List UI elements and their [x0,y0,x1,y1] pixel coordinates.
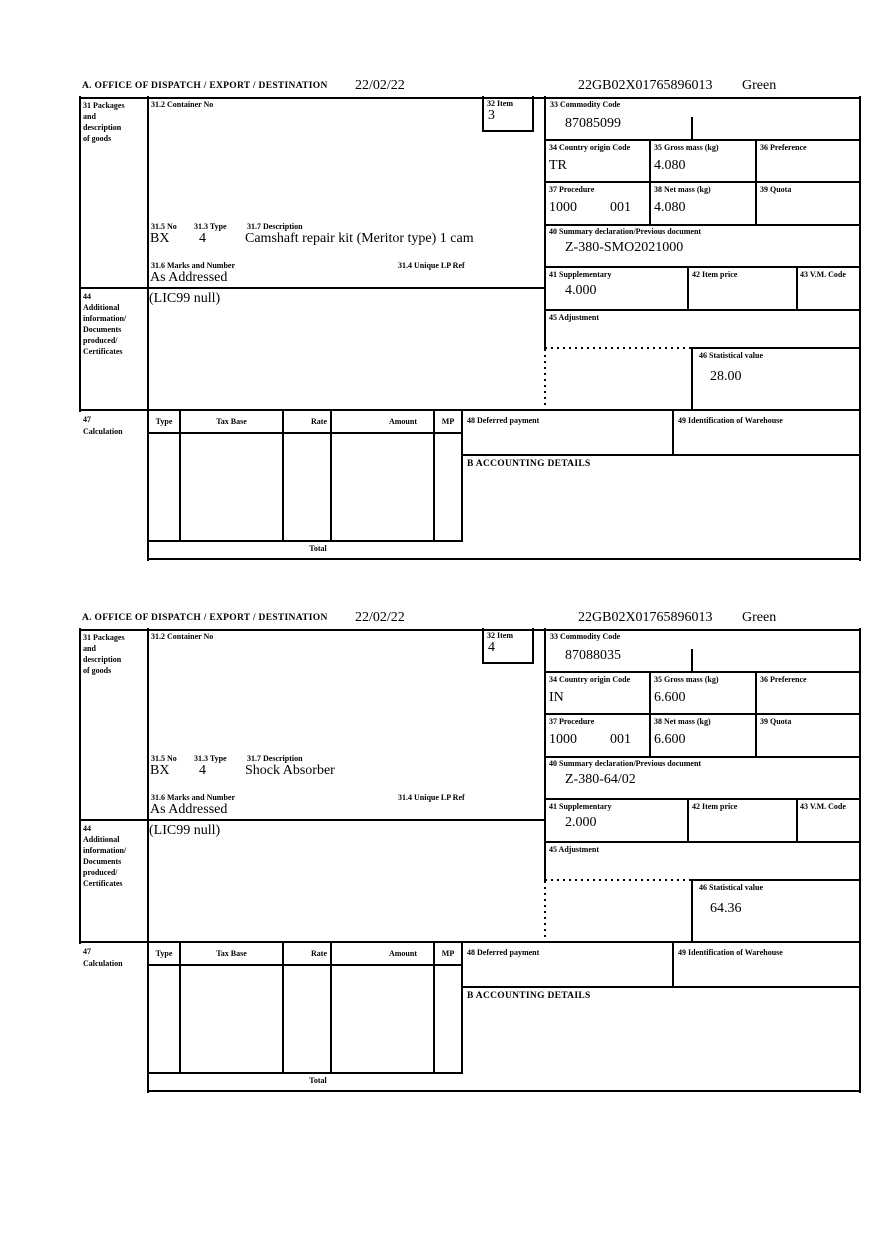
box46-statistical-value-label: 46 Statistical value [699,351,763,360]
box41-supplementary-label: 41 Supplementary [549,802,612,811]
box35-gross-mass-label: 35 Gross mass (kg) [654,675,719,684]
box38-net-mass-label: 38 Net mass (kg) [654,717,711,726]
accounting-details-label: B ACCOUNTING DETAILS [467,991,591,1001]
calc-column-header-tax-base: Tax Base [216,417,247,426]
box34-country-origin-value: TR [549,158,567,173]
calc-column-header-type: Type [155,949,173,958]
package-count-value: 4 [199,763,206,778]
box44-additional-info-label: produced/ [83,336,118,345]
box35-gross-mass-value: 6.600 [654,690,686,705]
box45-adjustment-label: 45 Adjustment [549,845,600,854]
box44-additional-info-label: Additional [83,303,120,312]
box31-7-description-label: 31.7 Description [247,222,303,231]
box37-procedure-value: 1000 [549,200,577,215]
box43-vm-code-label: 43 V.M. Code [800,270,846,279]
declaration-item-block [0,78,882,562]
declaration-date: 22/02/22 [355,78,405,93]
box31-2-container-no-label: 31.2 Container No [151,100,214,109]
box49-warehouse-id-label: 49 Identification of Warehouse [678,416,783,425]
box31-packages-label: description [83,123,122,132]
package-count-value: 4 [199,231,206,246]
calc-column-header-mp: MP [441,417,455,426]
box31-packages-label: and [83,112,96,121]
box31-packages-label: and [83,644,96,653]
box44-additional-info-label: information/ [83,846,127,855]
box47-calculation-label: Calculation [83,427,123,436]
box46-statistical-value: 28.00 [710,369,742,384]
box48-deferred-payment-label: 48 Deferred payment [467,416,540,425]
box44-additional-info-label: information/ [83,314,127,323]
declaration-reference: 22GB02X01765896013 [578,610,713,625]
goods-description-value: Shock Absorber [245,763,335,778]
box31-5-no-label: 31.5 No [151,754,177,763]
package-kind-value: BX [150,763,170,778]
package-kind-value: BX [150,231,170,246]
box31-5-no-label: 31.5 No [151,222,177,231]
box40-previous-document-label: 40 Summary declaration/Previous document [549,227,702,236]
calc-column-header-amount: Amount [388,949,417,958]
box31-packages-label: of goods [83,134,112,143]
calc-total-label: Total [309,544,327,553]
box40-previous-document-value: Z-380-64/02 [565,772,636,787]
box34-country-origin-label: 34 Country origin Code [549,143,631,152]
box31-packages-label: description [83,655,122,664]
marks-value: As Addressed [150,802,228,817]
box32-item-number: 3 [488,108,495,123]
box38-net-mass-label: 38 Net mass (kg) [654,185,711,194]
declaration-date: 22/02/22 [355,610,405,625]
box37-procedure-label: 37 Procedure [549,717,595,726]
calc-column-header-tax-base: Tax Base [216,949,247,958]
box36-preference-label: 36 Preference [760,675,807,684]
box42-item-price-label: 42 Item price [692,802,738,811]
box43-vm-code-label: 43 V.M. Code [800,802,846,811]
box44-additional-info-label: 44 [83,824,91,833]
box47-calculation-label: Calculation [83,959,123,968]
box40-previous-document-label: 40 Summary declaration/Previous document [549,759,702,768]
box34-country-origin-value: IN [549,690,564,705]
box33-commodity-code-value: 87085099 [565,116,621,131]
box32-item-label: 32 Item [487,631,513,640]
box41-supplementary-value: 2.000 [565,815,597,830]
box32-item-number: 4 [488,640,495,655]
marks-value: As Addressed [150,270,228,285]
box37-procedure-extra-value: 001 [610,732,631,747]
box44-additional-info-label: produced/ [83,868,118,877]
box37-procedure-label: 37 Procedure [549,185,595,194]
box31-3-type-label: 31.3 Type [194,222,227,231]
box31-4-unique-lp-ref-label: 31.4 Unique LP Ref [398,261,465,270]
box47-calculation-label: 47 [83,947,91,956]
box47-calculation-label: 47 [83,415,91,424]
box44-additional-info-value: (LIC99 null) [149,823,221,838]
box41-supplementary-label: 41 Supplementary [549,270,612,279]
box48-deferred-payment-label: 48 Deferred payment [467,948,540,957]
box38-net-mass-value: 4.080 [654,200,686,215]
office-of-dispatch-header: A. OFFICE OF DISPATCH / EXPORT / DESTINATION [82,81,328,91]
box37-procedure-extra-value: 001 [610,200,631,215]
box36-preference-label: 36 Preference [760,143,807,152]
box46-statistical-value: 64.36 [710,901,742,916]
accounting-details-label: B ACCOUNTING DETAILS [467,459,591,469]
box37-procedure-value: 1000 [549,732,577,747]
box31-packages-label: of goods [83,666,112,675]
box35-gross-mass-value: 4.080 [654,158,686,173]
box31-7-description-label: 31.7 Description [247,754,303,763]
box40-previous-document-value: Z-380-SMO2021000 [565,240,684,255]
box44-additional-info-label: Additional [83,835,120,844]
routing-status: Green [742,78,777,93]
box39-quota-label: 39 Quota [760,717,792,726]
box33-commodity-code-label: 33 Commodity Code [550,100,621,109]
box31-packages-label: 31 Packages [83,633,125,642]
box44-additional-info-label: Documents [83,325,122,334]
box33-commodity-code-label: 33 Commodity Code [550,632,621,641]
box35-gross-mass-label: 35 Gross mass (kg) [654,143,719,152]
box39-quota-label: 39 Quota [760,185,792,194]
goods-description-value: Camshaft repair kit (Meritor type) 1 cam [245,231,474,246]
office-of-dispatch-header: A. OFFICE OF DISPATCH / EXPORT / DESTINATION [82,613,328,623]
calc-column-header-rate: Rate [311,417,327,426]
box45-adjustment-label: 45 Adjustment [549,313,600,322]
box44-additional-info-label: Documents [83,857,122,866]
calc-column-header-type: Type [155,417,173,426]
box31-packages-label: 31 Packages [83,101,125,110]
box49-warehouse-id-label: 49 Identification of Warehouse [678,948,783,957]
calc-column-header-mp: MP [441,949,455,958]
calc-column-header-rate: Rate [311,949,327,958]
box44-additional-info-label: Certificates [83,879,123,888]
declaration-reference: 22GB02X01765896013 [578,78,713,93]
calc-total-label: Total [309,1076,327,1085]
box44-additional-info-label: Certificates [83,347,123,356]
box38-net-mass-value: 6.600 [654,732,686,747]
box31-4-unique-lp-ref-label: 31.4 Unique LP Ref [398,793,465,802]
box42-item-price-label: 42 Item price [692,270,738,279]
box46-statistical-value-label: 46 Statistical value [699,883,763,892]
declaration-item-block [0,610,882,1094]
box31-2-container-no-label: 31.2 Container No [151,632,214,641]
box31-3-type-label: 31.3 Type [194,754,227,763]
box44-additional-info-value: (LIC99 null) [149,291,221,306]
form-grid-lines [0,78,882,562]
box32-item-label: 32 Item [487,99,513,108]
calc-column-header-amount: Amount [388,417,417,426]
box34-country-origin-label: 34 Country origin Code [549,675,631,684]
box31-6-marks-label: 31.6 Marks and Number [151,793,236,802]
box44-additional-info-label: 44 [83,292,91,301]
box33-commodity-code-value: 87088035 [565,648,621,663]
routing-status: Green [742,610,777,625]
box31-6-marks-label: 31.6 Marks and Number [151,261,236,270]
box41-supplementary-value: 4.000 [565,283,597,298]
form-grid-lines [0,610,882,1094]
